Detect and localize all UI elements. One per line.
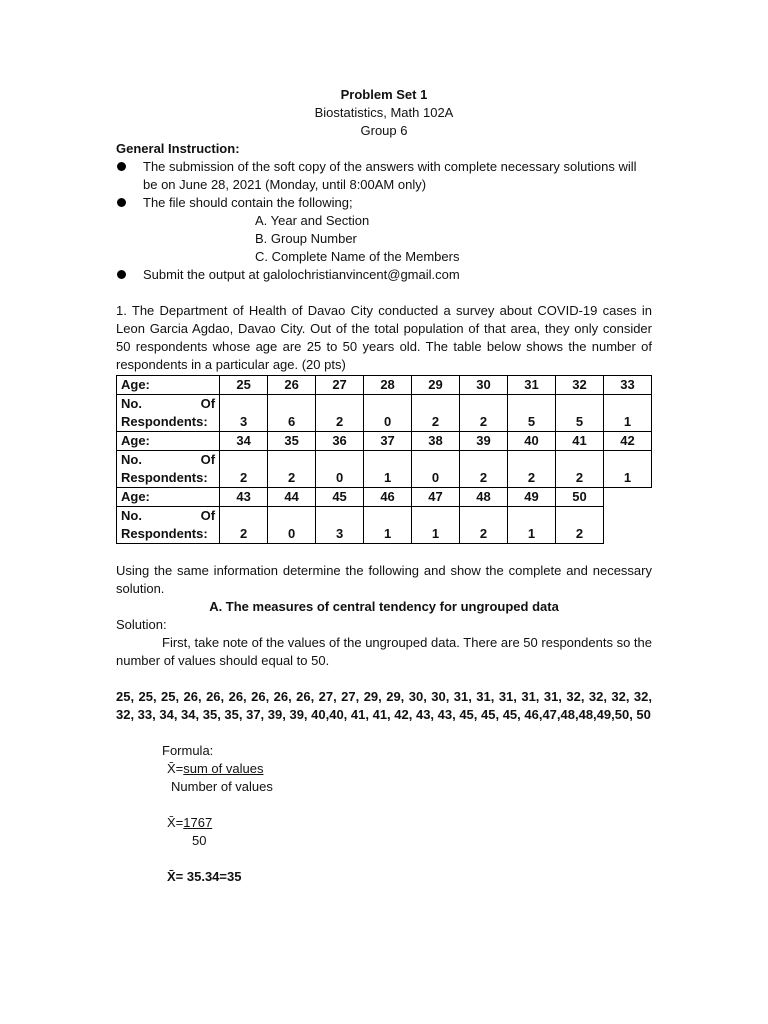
count-cell: 0 [364, 395, 412, 432]
bullet-icon [117, 270, 126, 279]
age-cell: 49 [508, 488, 556, 507]
count-cell: 1 [603, 395, 651, 432]
respondents-label-no: No. [121, 452, 142, 467]
respondents-label [117, 395, 220, 432]
age-cell: 30 [460, 376, 508, 395]
age-cell: 39 [460, 432, 508, 451]
count-cell: 6 [268, 395, 316, 432]
age-cell: 47 [412, 488, 460, 507]
count-cell: 5 [508, 395, 556, 432]
count-cell: 3 [316, 507, 364, 544]
instruction-text: Submit the output at galolochristianvincent@gmail.com [143, 267, 460, 282]
respondents-label-of: Of [200, 452, 216, 467]
empty-cell [603, 488, 651, 507]
respondents-label [117, 507, 220, 544]
problem-statement: 1. The Department of Health of Davao City conducted a survey about COVID-19 cases in Leon Garcia Agdao, Davao City. Out of the total population of that area, they only consider 50 respondents whose age are 25 to 50 years old. The table below shows the number of respondents in a particular age. (20 pts) [116, 303, 652, 372]
sub-item: B. Group Number [255, 231, 357, 246]
age-cell: 42 [603, 432, 651, 451]
count-cell: 3 [220, 395, 268, 432]
count-cell: 1 [364, 451, 412, 488]
instruction-text: The file should contain the following; [143, 195, 353, 210]
formula-label: Formula: [162, 743, 214, 758]
count-cell: 2 [460, 507, 508, 544]
group-line: Group 6 [360, 123, 408, 138]
age-cell: 37 [364, 432, 412, 451]
age-cell: 28 [364, 376, 412, 395]
respondents-label-no: No. [121, 396, 142, 411]
page-title: Problem Set 1 [340, 87, 428, 102]
part-a-heading: A. The measures of central tendency for ungrouped data [209, 599, 559, 614]
calc-line [162, 814, 652, 832]
instruction-bullet [116, 158, 652, 194]
respondents-row [117, 395, 652, 432]
age-cell: 25 [220, 376, 268, 395]
age-cell: 48 [460, 488, 508, 507]
solution-label: Solution: [116, 617, 167, 632]
respondents-label [117, 451, 220, 488]
age-cell: 32 [556, 376, 604, 395]
age-cell: 31 [508, 376, 556, 395]
count-cell: 2 [556, 451, 604, 488]
instruction-bullet [116, 194, 652, 212]
document-page [116, 86, 652, 886]
age-cell: 33 [603, 376, 651, 395]
age-cell: 50 [556, 488, 604, 507]
age-cell: 46 [364, 488, 412, 507]
formula-block [116, 742, 652, 886]
count-cell: 1 [508, 507, 556, 544]
count-cell: 1 [364, 507, 412, 544]
age-cell: 45 [316, 488, 364, 507]
count-cell: 1 [412, 507, 460, 544]
calc-numerator: 1767 [183, 815, 213, 830]
count-cell: 0 [412, 451, 460, 488]
formula-numerator: sum of values [183, 761, 264, 776]
age-label: Age: [117, 432, 220, 451]
respondents-label-of: Of [200, 396, 216, 411]
age-cell: 41 [556, 432, 604, 451]
age-row [117, 488, 652, 507]
age-cell: 43 [220, 488, 268, 507]
respondents-row [117, 451, 652, 488]
age-label: Age: [117, 488, 220, 507]
formula-denominator: Number of values [171, 779, 273, 794]
count-cell: 2 [556, 507, 604, 544]
respondents-label-of: Of [200, 508, 216, 523]
age-table [116, 375, 652, 544]
count-cell: 2 [316, 395, 364, 432]
age-label: Age: [117, 376, 220, 395]
age-cell: 36 [316, 432, 364, 451]
age-cell: 40 [508, 432, 556, 451]
respondents-label-text: Respondents: [121, 414, 208, 429]
count-cell: 2 [220, 451, 268, 488]
instruction-bullet [116, 266, 652, 284]
age-cell: 38 [412, 432, 460, 451]
age-cell: 27 [316, 376, 364, 395]
data-values: 25, 25, 25, 26, 26, 26, 26, 26, 26, 27, 27, 29, 29, 30, 30, 31, 31, 31, 31, 31, 32, 32, 32, 32, 32, 33, 34, 34, 35, 35, 37, 39, 39, 40,40, 41, 41, 42, 43, 43, 45, 45, 45, 46,47,48,48,49,50, 50 [116, 689, 652, 722]
bullet-icon [117, 198, 126, 207]
age-cell: 35 [268, 432, 316, 451]
count-cell: 2 [508, 451, 556, 488]
age-cell: 26 [268, 376, 316, 395]
respondents-label-no: No. [121, 508, 142, 523]
age-row [117, 432, 652, 451]
mean-symbol: X̄= [167, 815, 184, 830]
count-cell: 1 [603, 451, 651, 488]
sub-item: C. Complete Name of the Members [255, 249, 460, 264]
age-row [117, 376, 652, 395]
mean-result: X̄= 35.34=35 [167, 869, 242, 884]
count-cell: 5 [556, 395, 604, 432]
respondents-row [117, 507, 652, 544]
course-line: Biostatistics, Math 102A [314, 105, 454, 120]
count-cell: 2 [460, 451, 508, 488]
solution-text: First, take note of the values of the ungrouped data. There are 50 respondents so the number of values should equal to 50. [116, 635, 652, 668]
age-cell: 29 [412, 376, 460, 395]
instruction-text: The submission of the soft copy of the answers with complete necessary solutions will be on June 28, 2021 (Monday, until 8:00AM only) [143, 159, 637, 192]
bullet-icon [117, 162, 126, 171]
count-cell: 0 [268, 507, 316, 544]
empty-cell [603, 507, 651, 544]
respondents-label-text: Respondents: [121, 526, 208, 541]
age-cell: 34 [220, 432, 268, 451]
count-cell: 2 [268, 451, 316, 488]
part-a-intro: Using the same information determine the following and show the complete and necessary solution. [116, 563, 652, 596]
count-cell: 2 [220, 507, 268, 544]
count-cell: 0 [316, 451, 364, 488]
count-cell: 2 [460, 395, 508, 432]
sub-item: A. Year and Section [255, 213, 370, 228]
age-cell: 44 [268, 488, 316, 507]
instructions-heading: General Instruction: [116, 141, 240, 156]
formula-line [162, 760, 652, 778]
calc-denominator: 50 [192, 833, 207, 848]
count-cell: 2 [412, 395, 460, 432]
mean-symbol: X̄= [167, 761, 184, 776]
respondents-label-text: Respondents: [121, 470, 208, 485]
